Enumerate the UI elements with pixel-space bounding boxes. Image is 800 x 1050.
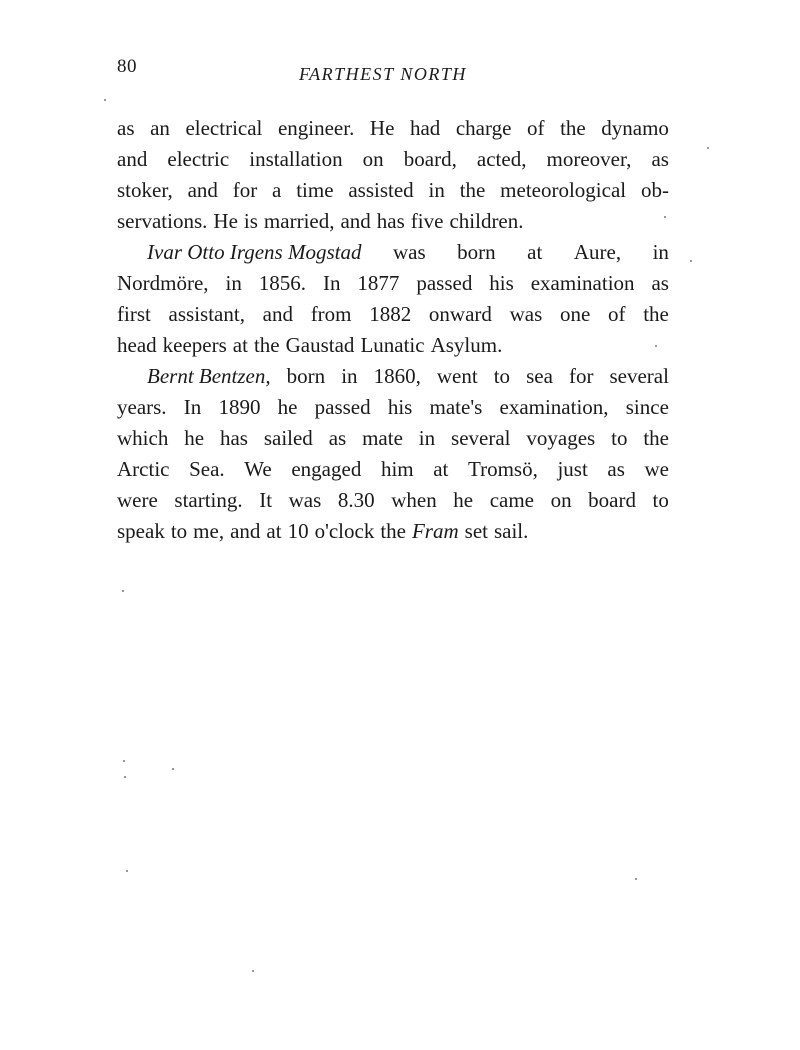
word: 1890 (218, 395, 261, 419)
word: in (418, 426, 436, 450)
word: of (608, 302, 626, 326)
text-line (117, 237, 669, 268)
word: examination, (499, 395, 609, 419)
word: voyages (526, 426, 596, 450)
scan-speck (123, 760, 125, 762)
scan-speck (172, 768, 174, 770)
word: to (493, 364, 511, 388)
word: as (651, 147, 669, 171)
word: starting. (174, 488, 243, 512)
word: 10 (287, 519, 309, 543)
word: for (568, 364, 594, 388)
word: the (643, 426, 669, 450)
word: to (611, 426, 628, 450)
word: In (183, 395, 202, 419)
word: Gaustad (285, 333, 355, 357)
word: is (243, 209, 258, 233)
word: o'clock (314, 519, 375, 543)
word: and (262, 302, 293, 326)
scan-speck (707, 147, 709, 149)
word: he (453, 488, 474, 512)
word: electric (167, 147, 230, 171)
word: 1856. (258, 271, 307, 295)
word: sea (526, 364, 553, 388)
page-number: 80 (117, 56, 137, 77)
word: born (286, 364, 326, 388)
word: in (225, 271, 242, 295)
word: came (489, 488, 534, 512)
word: his (489, 271, 514, 295)
word: moreover, (546, 147, 632, 171)
scan-speck (126, 870, 128, 872)
text-line (117, 516, 669, 547)
word: was (288, 488, 322, 512)
scan-speck (122, 590, 124, 592)
word: in (652, 240, 669, 264)
word: several (609, 364, 669, 388)
word: Sea. (189, 457, 225, 481)
word: Asylum. (430, 333, 503, 357)
word: on (362, 147, 384, 171)
word: 8.30 (337, 488, 375, 512)
word: which (117, 426, 169, 450)
word: 1877 (357, 271, 400, 295)
word: He (369, 116, 395, 140)
word: he (277, 395, 298, 419)
word: examination (530, 271, 635, 295)
word: speak (117, 519, 165, 543)
word: head (117, 333, 157, 357)
word: mate's (429, 395, 483, 419)
word: Lunatic (360, 333, 425, 357)
word: of (527, 116, 545, 140)
word: sailed (263, 426, 313, 450)
scan-speck (252, 970, 254, 972)
text-line (117, 392, 669, 423)
word: In (322, 271, 341, 295)
word: installation (249, 147, 343, 171)
word: ob- (640, 178, 669, 202)
word: an (150, 116, 170, 140)
word: dynamo (601, 116, 669, 140)
word: and (187, 178, 218, 202)
word: children. (449, 209, 524, 233)
word: a (272, 178, 282, 202)
word: It (259, 488, 273, 512)
text-line (117, 485, 669, 516)
word: just (557, 457, 588, 481)
word: time (296, 178, 334, 202)
word: him (380, 457, 414, 481)
person-name: Bernt Bentzen, (147, 364, 271, 388)
word: in (341, 364, 358, 388)
word: for (232, 178, 258, 202)
word: when (391, 488, 437, 512)
word: had (409, 116, 441, 140)
word: me, (193, 519, 225, 543)
word: acted, (476, 147, 527, 171)
word: and (117, 147, 148, 171)
word: sail. (493, 519, 529, 543)
word: on (550, 488, 572, 512)
word: were (117, 488, 158, 512)
word: his (387, 395, 413, 419)
word: the (459, 178, 486, 202)
scan-speck (124, 776, 126, 778)
word: as (607, 457, 625, 481)
word: set (464, 519, 488, 543)
text-line (117, 268, 669, 299)
word: the (253, 333, 280, 357)
word: first (117, 302, 151, 326)
word: married, (263, 209, 335, 233)
text-line (117, 361, 669, 392)
scan-speck (690, 260, 692, 262)
word: we (644, 457, 669, 481)
word: keepers (162, 333, 227, 357)
word: has (376, 209, 405, 233)
text-line (117, 454, 669, 485)
word: assistant, (168, 302, 245, 326)
text-line (117, 330, 669, 361)
word: and (340, 209, 371, 233)
running-title: FARTHEST NORTH (299, 64, 467, 84)
word: passed (314, 395, 371, 419)
word: We (244, 457, 272, 481)
word: engaged (291, 457, 362, 481)
scan-speck (664, 216, 666, 218)
word: board (588, 488, 636, 512)
word: and (230, 519, 261, 543)
scan-speck (104, 99, 106, 101)
text-line (117, 113, 669, 144)
word: the (380, 519, 406, 543)
word: stoker, (117, 178, 173, 202)
word: servations. (117, 209, 208, 233)
word: from (310, 302, 352, 326)
word: assisted (348, 178, 414, 202)
word: board, (403, 147, 457, 171)
word: has (219, 426, 248, 450)
text-line (117, 144, 669, 175)
word: mate (362, 426, 403, 450)
text-line (117, 206, 669, 237)
word: was (392, 240, 426, 264)
word: onward (428, 302, 492, 326)
word: 1882 (369, 302, 412, 326)
word: years. (117, 395, 167, 419)
text-line (117, 175, 669, 206)
word: at (232, 333, 248, 357)
word: several (451, 426, 511, 450)
word: He (213, 209, 238, 233)
text-line (117, 423, 669, 454)
word: was (509, 302, 543, 326)
word: Aure, (573, 240, 622, 264)
scan-speck (655, 345, 657, 347)
word: went (436, 364, 478, 388)
word: charge (455, 116, 512, 140)
word: one (559, 302, 591, 326)
word: in (428, 178, 445, 202)
word: engineer. (277, 116, 355, 140)
word: five (410, 209, 444, 233)
word: as (328, 426, 347, 450)
person-name: Ivar Otto Irgens Mogstad (147, 240, 362, 264)
word: electrical (185, 116, 263, 140)
ship-name: Fram (411, 519, 459, 543)
word: Arctic (117, 457, 170, 481)
body-text (117, 113, 669, 547)
word: the (560, 116, 586, 140)
word: to (652, 488, 669, 512)
word: the (643, 302, 669, 326)
word: Nordmöre, (117, 271, 209, 295)
word: at (527, 240, 543, 264)
word: since (625, 395, 669, 419)
word: to (170, 519, 188, 543)
word: he (184, 426, 205, 450)
word: passed (416, 271, 473, 295)
word: as (117, 116, 135, 140)
word: at (433, 457, 449, 481)
word: as (651, 271, 669, 295)
scan-speck (635, 878, 637, 880)
word: born (457, 240, 496, 264)
word: meteorological (500, 178, 627, 202)
text-line (117, 299, 669, 330)
word: Tromsö, (467, 457, 538, 481)
word: 1860, (373, 364, 421, 388)
word: at (266, 519, 282, 543)
